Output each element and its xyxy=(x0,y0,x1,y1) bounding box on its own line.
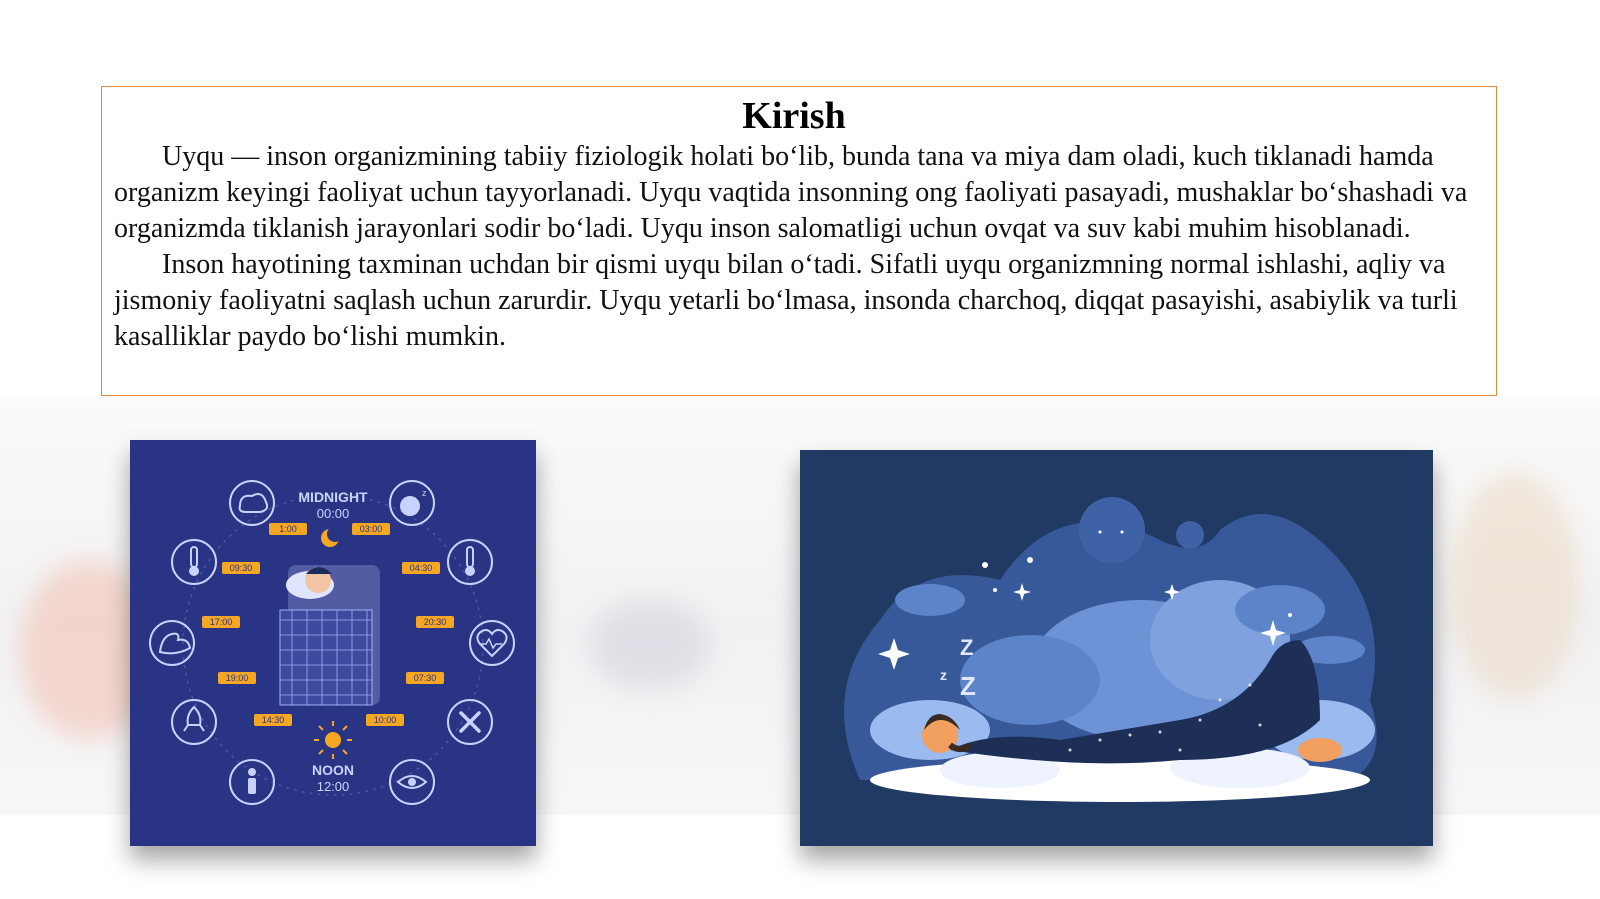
midnight-label: MIDNIGHT xyxy=(298,489,368,505)
noon-time: 12:00 xyxy=(316,779,350,794)
time-tag: 14:30 xyxy=(261,715,285,725)
time-tag: 1:00 xyxy=(279,524,297,534)
paragraph-1: Uyqu — inson organizmining tabiiy fiziologik holati bo‘lib, bunda tana va miya dam oladi, kuch tiklanadi hamda organizm keyingi faoliyat uchun tayyorlanadi. Uyqu vaqtida insonning ong faoliyati pasayadi, mushaklar bo‘shashadi va organizmda tiklanish jarayonlari sodir bo‘ladi. Uyqu inson salomatligi uchun ovqat va suv kabi muhim hisoblanadi. xyxy=(114,141,1468,244)
slide-title: Kirish xyxy=(742,95,846,137)
person-icon xyxy=(230,760,274,804)
svg-text:Z: Z xyxy=(960,635,974,660)
muscle-icon xyxy=(150,621,194,665)
brain-icon xyxy=(230,481,274,525)
sleeping-man-illustration xyxy=(800,450,1433,846)
sleep-cycle-infographic xyxy=(130,440,536,846)
time-tag: 04:30 xyxy=(409,563,433,573)
midnight-time: 00:00 xyxy=(316,506,350,521)
eye-icon xyxy=(390,760,434,804)
background-figure-right xyxy=(1450,470,1580,700)
svg-text:z: z xyxy=(940,667,947,683)
time-tag: 10:00 xyxy=(373,715,397,725)
thermometer-icon xyxy=(448,540,492,584)
heart-pulse-icon xyxy=(470,621,514,665)
time-tag: 09:30 xyxy=(229,563,253,573)
sun-icon xyxy=(314,721,352,759)
paragraph-2: Inson hayotining taxminan uchdan bir qismi uyqu bilan o‘tadi. Sifatli uyqu organizmning normal ishlashi, aqliy va jismoniy faoliyatni saqlash uchun zarurdir. Uyqu yetarli bo‘lmasa, insonda charchoq, diqqat pasayishi, asabiylik va turli kasalliklar paydo bo‘lishi mumkin. xyxy=(114,249,1458,352)
time-tag: 19:00 xyxy=(225,673,249,683)
sleeping-person-icon xyxy=(280,565,380,705)
time-tag: 17:00 xyxy=(209,617,233,627)
moon-face-icon xyxy=(390,481,434,525)
svg-text:Z: Z xyxy=(960,671,976,701)
noon-label: NOON xyxy=(312,762,354,778)
time-tag: 03:00 xyxy=(359,524,383,534)
intro-text-box xyxy=(101,86,1497,396)
moon-icon xyxy=(321,526,343,547)
svg-text:z: z xyxy=(422,488,427,498)
thermometer-icon xyxy=(172,540,216,584)
time-tag: 20:30 xyxy=(423,617,447,627)
time-tag: 07:30 xyxy=(413,673,437,683)
close-icon xyxy=(448,700,492,744)
rocket-icon xyxy=(172,700,216,744)
background-figure-mid xyxy=(590,600,710,690)
